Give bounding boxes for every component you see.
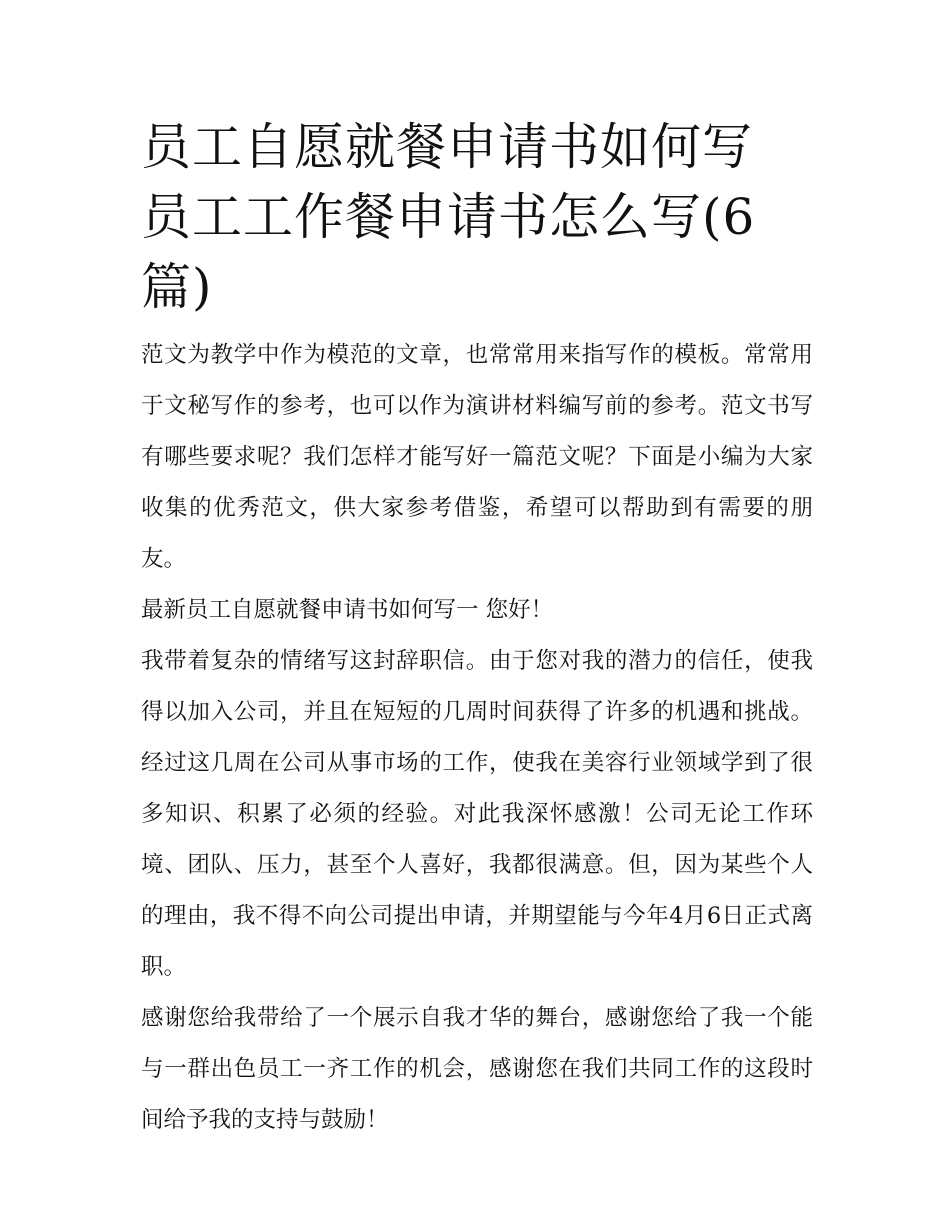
document-title: 员工自愿就餐申请书如何写 员工工作餐申请书怎么写(6篇)	[141, 118, 756, 316]
document-body	[141, 330, 813, 1146]
paragraph-thanks: 感谢您给我带给了一个展示自我才华的舞台，感谢您给了我一个能与一群出色员工一齐工作的机会，感谢您在我们共同工作的这段时间给予我的支持与鼓励！	[141, 1005, 813, 1133]
paragraph-greeting: 最新员工自愿就餐申请书如何写一 您好！	[141, 597, 554, 623]
document-page	[141, 112, 813, 1146]
paragraph-intro: 范文为教学中作为模范的文章，也常常用来指写作的模板。常常用于文秘写作的参考，也可以作为演讲材料编写前的参考。范文书写有哪些要求呢？我们怎样才能写好一篇范文呢？下面是小编为大家收集的优秀范文，供大家参考借鉴，希望可以帮助到有需要的朋友。	[141, 342, 813, 572]
paragraph-letter-body: 我带着复杂的情绪写这封辞职信。由于您对我的潜力的信任，使我得以加入公司，并且在短短的几周时间获得了许多的机遇和挑战。经过这几周在公司从事市场的工作，使我在美容行业领域学到了很多知识、积累了必须的经验。对此我深怀感激！公司无论工作环境、团队、压力，甚至个人喜好，我都很满意。但，因为某些个人的理由，我不得不向公司提出申请，并期望能与今年4月6日正式离职。	[141, 648, 813, 980]
